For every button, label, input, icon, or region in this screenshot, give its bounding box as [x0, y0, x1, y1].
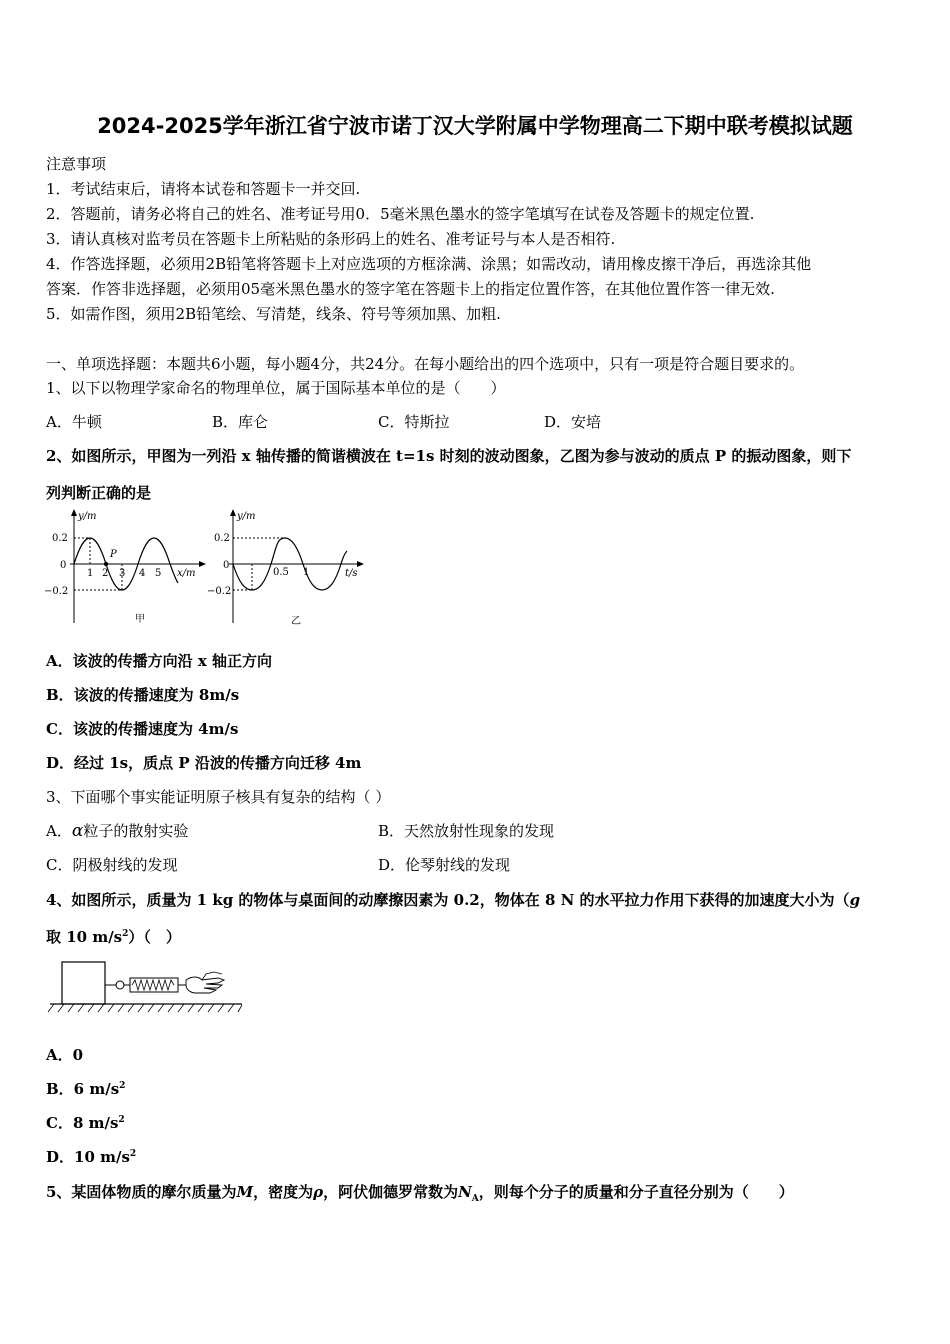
table-hatching — [48, 1004, 242, 1012]
q4-option-a-label: A．0 — [46, 1046, 84, 1064]
q5-symbol-m: M — [236, 1183, 254, 1201]
q4-option-b-label: B．6 m/s — [46, 1080, 120, 1098]
jia-tick-2: 2 — [102, 568, 109, 579]
q1-option-a: A．牛顿 — [46, 413, 102, 431]
yi-tick-05: 0.5 — [273, 567, 289, 578]
yi-tick-1: 1 — [303, 567, 310, 578]
q3-option-c: C．阴极射线的发现 — [46, 856, 178, 874]
q3-option-b: B．天然放射性现象的发现 — [378, 822, 555, 840]
yi-y-neg: −0.2 — [207, 586, 232, 597]
block-spring-figure — [46, 958, 246, 1018]
hook-ring — [116, 981, 124, 989]
question-2-stem: 2、如图所示，甲图为一列沿 x 轴传播的简谐横波在 t=1s 时刻的波动图象，乙图为参与波动的质点 P 的振动图象，则下 — [46, 447, 852, 465]
yi-caption: 乙 — [291, 616, 301, 627]
q5-stem-a: 5、某固体物质的摩尔质量为 — [46, 1183, 237, 1201]
q2-option-b: B．该波的传播速度为 8m/s — [46, 686, 240, 704]
jia-y-pos: 0.2 — [52, 533, 68, 544]
jia-point-label: P — [110, 549, 117, 560]
hand-icon — [186, 977, 224, 993]
q1-option-b: B．库仑 — [212, 413, 269, 431]
notice-item-2: 2．答题前，请务必将自己的姓名、准考证号用0．5毫米黑色墨水的签字笔填写在试卷及答题卡的规定位置. — [46, 205, 755, 223]
q4-option-c-sup: 2 — [118, 1115, 125, 1125]
yi-x-arrow — [357, 561, 364, 567]
yi-y-pos: 0.2 — [214, 533, 230, 544]
q4-option-d — [46, 1146, 136, 1167]
wave-graph-jia — [40, 505, 210, 630]
q5-symbol-na: N — [458, 1183, 472, 1201]
q2-option-d: D．经过 1s，质点 P 沿波的传播方向迁移 4m — [46, 754, 362, 772]
block — [62, 962, 105, 1004]
question-4-stem-cont — [46, 926, 181, 947]
yi-y-zero: 0 — [223, 560, 230, 571]
q4-option-b-sup: 2 — [119, 1081, 126, 1091]
question-5-stem — [46, 1181, 794, 1202]
jia-caption: 甲 — [135, 614, 145, 625]
q5-stem-b: ，密度为 — [253, 1183, 314, 1201]
notice-item-3: 3．请认真核对监考员在答题卡上所粘贴的条形码上的姓名、准考证号与本人是否相符. — [46, 230, 616, 248]
q4-option-d-label: D．10 m/s — [46, 1148, 130, 1166]
q4-option-d-sup: 2 — [129, 1149, 137, 1159]
q1-option-d: D．安培 — [544, 413, 602, 431]
question-4-stem — [46, 889, 860, 910]
q5-stem-d: ，则每个分子的质量和分子直径分别为（ ） — [478, 1183, 794, 1201]
jia-y-arrow — [71, 509, 77, 516]
jia-point-p — [104, 562, 108, 566]
q5-stem-c: ，阿伏伽德罗常数为 — [323, 1183, 459, 1201]
alpha-symbol: α — [71, 821, 84, 841]
jia-y-neg: −0.2 — [44, 586, 69, 597]
vibration-graph-yi — [205, 505, 375, 630]
notice-item-4: 4．作答选择题，必须用2B铅笔将答题卡上对应选项的方框涂满、涂黑；如需改动，请用橡皮擦干净后，再选涂其他 — [46, 255, 812, 273]
q4-option-b — [46, 1078, 125, 1099]
jia-tick-1: 1 — [87, 568, 94, 579]
notice-heading: 注意事项 — [46, 155, 107, 173]
notice-item-1: 1．考试结束后，请将本试卷和答题卡一并交回. — [46, 180, 361, 198]
q3-option-a-prefix: A． — [46, 822, 72, 840]
question-2-stem-cont: 列判断正确的是 — [46, 484, 152, 502]
q4-stem2-end: ）（ ） — [128, 928, 181, 946]
question-3-stem: 3、下面哪个事实能证明原子核具有复杂的结构（ ） — [46, 788, 391, 806]
jia-tick-5: 5 — [155, 568, 162, 579]
q5-symbol-rho: ρ — [313, 1183, 324, 1201]
q4-stem2-sup: 2 — [122, 929, 129, 939]
q4-stem-text: 4、如图所示，质量为 1 kg 的物体与桌面间的动摩擦因素为 0.2，物体在 8 N 的水平拉力作用下获得的加速度大小为（ — [46, 891, 850, 909]
q2-option-c: C．该波的传播速度为 4m/s — [46, 720, 239, 738]
section-heading: 一、单项选择题：本题共6小题，每小题4分，共24分。在每小题给出的四个选项中，只有一项是符合题目要求的。 — [46, 355, 805, 373]
notice-item-5: 5．如需作图，须用2B铅笔绘、写清楚，线条、符号等须加黑、加粗. — [46, 305, 501, 323]
yi-y-arrow — [230, 509, 236, 516]
jia-tick-3: 3 — [119, 568, 126, 579]
jia-tick-4: 4 — [139, 568, 146, 579]
notice-item-4-cont: 答案．作答非选择题，必须用05毫米黑色墨水的签字笔在答题卡上的指定位置作答，在其他位置作答一律无效. — [46, 280, 775, 298]
q3-option-a — [46, 820, 188, 841]
q2-option-a: A．该波的传播方向沿 x 轴正方向 — [46, 652, 273, 670]
q5-symbol-na-sub: A — [471, 1194, 479, 1204]
q4-stem2-text: 取 10 m/s — [46, 928, 123, 946]
q4-option-c — [46, 1112, 125, 1133]
q1-option-c: C．特斯拉 — [378, 413, 450, 431]
q3-option-a-text: 粒子的散射实验 — [83, 822, 189, 840]
jia-y-zero: 0 — [60, 560, 67, 571]
jia-y-label: y/m — [78, 511, 97, 522]
q3-option-d: D．伦琴射线的发现 — [378, 856, 511, 874]
yi-y-label: y/m — [237, 511, 256, 522]
q4-option-a — [46, 1044, 83, 1065]
q4-option-c-label: C．8 m/s — [46, 1114, 119, 1132]
page-title: 2024-2025学年浙江省宁波市诺丁汉大学附属中学物理高二下期中联考模拟试题 — [97, 114, 853, 138]
question-1-stem: 1、以下以物理学家命名的物理单位，属于国际基本单位的是（ ） — [46, 379, 506, 397]
q4-stem-g: g — [849, 891, 861, 909]
yi-x-label: t/s — [345, 568, 358, 579]
jia-x-label: x/m — [177, 568, 196, 579]
